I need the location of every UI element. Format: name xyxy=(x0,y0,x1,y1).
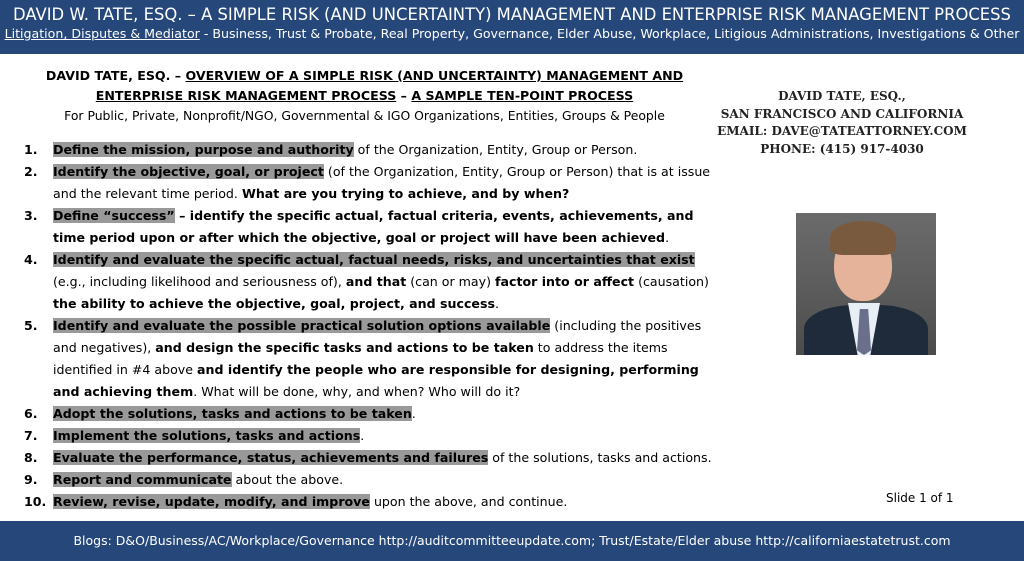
contact-name: DAVID TATE, ESQ., xyxy=(778,89,906,103)
contact-email: EMAIL: DAVE@TATEATTORNEY.COM xyxy=(717,124,967,138)
practice-link[interactable]: Litigation, Disputes & Mediator xyxy=(4,26,200,41)
step-item: 7. Implement the solutions, tasks and actions. xyxy=(24,428,365,443)
contact-location: SAN FRANCISCO AND CALIFORNIA xyxy=(720,106,964,121)
step-item: 1. Define the mission, purpose and authority of the Organization, Entity, Group or Person. xyxy=(24,142,638,157)
heading-sample: A SAMPLE TEN-POINT PROCESS xyxy=(411,88,634,103)
step-item: 3. Define “success” – identify the specific actual, factual criteria, events, achievements, and time period upon or after which the objective, goal or project will have been achieved. xyxy=(24,208,694,245)
heading-dash: – xyxy=(396,88,412,103)
heading-audience: For Public, Private, Nonprofit/NGO, Governmental & IGO Organizations, Entities, Groups & People xyxy=(64,108,665,123)
contact-phone: PHONE: (415) 917-4030 xyxy=(760,141,924,156)
contact-block xyxy=(717,88,967,158)
step-item: 6. Adopt the solutions, tasks and actions to be taken. xyxy=(24,406,416,421)
step-item: 4. Identify and evaluate the specific actual, factual needs, risks, and uncertainties that exist (e.g., including likelihood and seriousness of), and that (can or may) factor into or affect (causation) the ability to achieve the objective, goal, project, and success. xyxy=(24,252,709,311)
slide-counter: Slide 1 of 1 xyxy=(886,491,954,505)
header-title: DAVID W. TATE, ESQ. – A SIMPLE RISK (AND UNCERTAINTY) MANAGEMENT AND ENTERPRISE RISK MANAGEMENT PROCESS xyxy=(13,5,1011,24)
step-item: 8. Evaluate the performance, status, achievements and failures of the solutions, tasks and actions. xyxy=(24,450,712,465)
heading-prefix: DAVID TATE, ESQ. – xyxy=(45,68,186,83)
footer-blogs: Blogs: D&O/Business/AC/Workplace/Governance http://auditcommitteeupdate.com; Trust/Estate/Elder abuse http://californiaestatetrust.com xyxy=(73,533,951,548)
step-item: 2. Identify the objective, goal, or project (of the Organization, Entity, Group or Person) that is at issue and the relevant time period. What are you trying to achieve, and by when? xyxy=(24,164,711,201)
step-item: 10. Review, revise, update, modify, and improve upon the above, and continue. xyxy=(24,494,568,509)
header-subtitle xyxy=(0,25,1024,43)
heading-overview: OVERVIEW OF A SIMPLE RISK (AND UNCERTAINTY) MANAGEMENT AND ENTERPRISE RISK MANAGEMENT PROCESS xyxy=(95,68,684,103)
portrait-photo xyxy=(796,213,936,355)
step-item: 5. Identify and evaluate the possible practical solution options available (including the positives and negatives), and design the specific tasks and actions to be taken to address the items identified in #4 above and identify the people who are responsible for designing, performing and achieving them. What will be done, why, and when? Who will do it? xyxy=(24,318,702,399)
step-item: 9. Report and communicate about the above. xyxy=(24,472,344,487)
header-bar xyxy=(0,0,1024,54)
document-heading xyxy=(22,66,707,126)
footer-bar xyxy=(0,521,1024,561)
practice-areas: - Business, Trust & Probate, Real Property, Governance, Elder Abuse, Workplace, Litigious Administrations, Investigations & Other xyxy=(199,26,1020,41)
process-steps xyxy=(22,139,722,513)
portrait-hair xyxy=(830,221,896,255)
